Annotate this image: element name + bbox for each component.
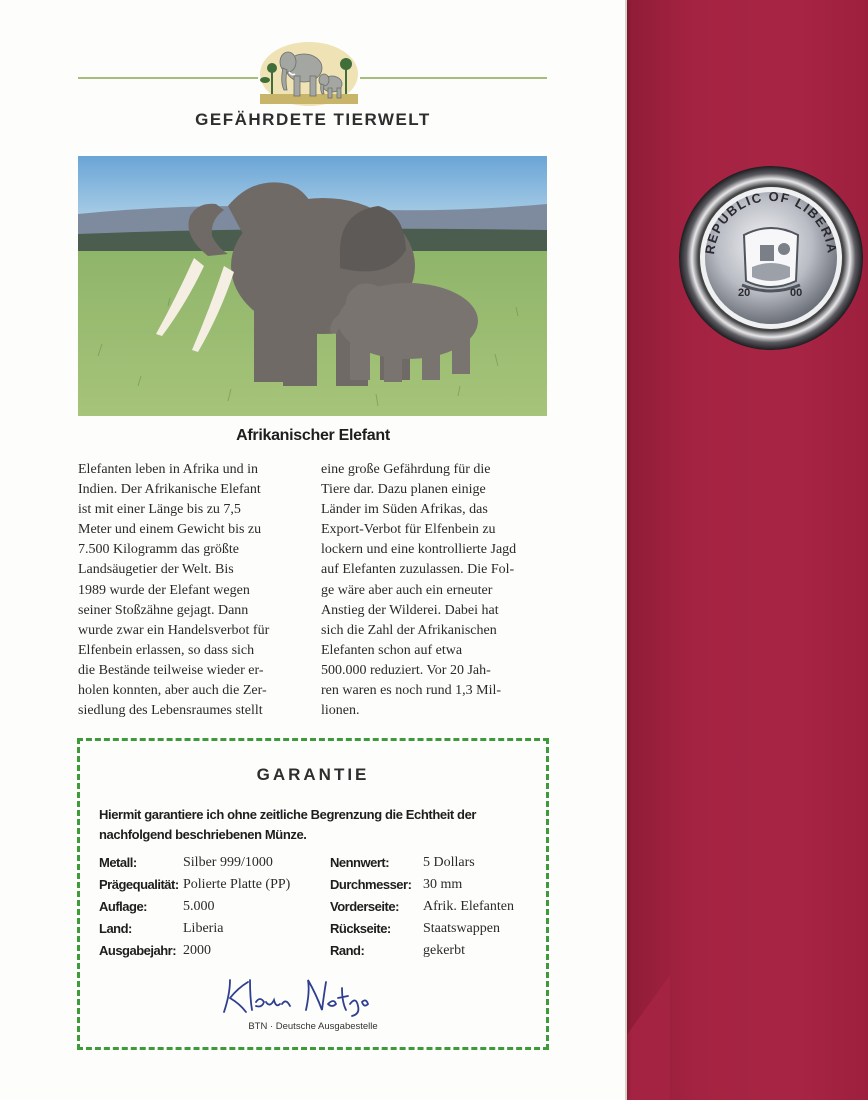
liberia-coat-of-arms-icon	[742, 228, 800, 291]
text-line: Anstieg der Wilderei. Dabei hat	[321, 602, 499, 618]
signature	[216, 974, 376, 1018]
spec-value: Liberia	[183, 921, 224, 936]
spec-value: Polierte Platte (PP)	[183, 877, 291, 892]
spec-label: Auflage:	[99, 899, 147, 914]
spec-row	[99, 943, 539, 963]
text-line: Länder im Süden Afrikas, das	[321, 502, 488, 518]
text-line: siedlung des Lebensraumes stellt	[78, 703, 263, 719]
text-line: wurde zwar ein Handelsverbot für	[78, 622, 270, 638]
text-line: holen konnten, aber auch die Zer-	[78, 683, 267, 699]
text-line: Indien. Der Afrikanische Elefant	[78, 482, 261, 498]
article-column-right	[321, 460, 549, 721]
spec-label: Vorderseite:	[330, 899, 399, 914]
text-line: Elefanten leben in Afrika und in	[78, 462, 258, 477]
text-line: Landsäugetier der Welt. Bis	[78, 562, 234, 578]
text-line: lockern und eine kontrollierte Jagd	[321, 542, 517, 558]
text-line: 500.000 reduziert. Vor 20 Jah-	[321, 662, 491, 678]
elephant-photo	[78, 156, 547, 416]
guarantee-box	[77, 738, 549, 1050]
text-line: Elefanten schon auf etwa	[321, 642, 463, 658]
spec-label: Prägequalität:	[99, 877, 179, 892]
spec-row	[99, 921, 539, 941]
issuer-caption: BTN · Deutsche Ausgabestelle	[248, 1021, 378, 1032]
elephant-family-icon	[258, 34, 360, 106]
spec-value: Staatswappen	[423, 921, 500, 936]
text-line: seiner Stoßzähne gejagt. Dann	[78, 602, 249, 618]
spec-value: gekerbt	[423, 943, 465, 958]
text-line: Elfenbein erlassen, so dass sich	[78, 642, 255, 658]
coin-legend: REPUBLIC OF LIBERIA	[701, 188, 841, 256]
spec-row	[99, 877, 539, 897]
spec-label: Metall:	[99, 855, 137, 870]
spec-label: Durchmesser:	[330, 877, 412, 892]
header-rule-right	[360, 77, 547, 79]
coin-capsule	[676, 163, 866, 353]
spec-row	[99, 855, 539, 875]
spec-label: Rückseite:	[330, 921, 391, 936]
spec-value: 5 Dollars	[423, 855, 475, 870]
text-line: ist mit einer Länge bis zu 7,5	[78, 502, 241, 518]
text-line: 1989 wurde der Elefant wegen	[78, 582, 250, 598]
coin-year-left: 20	[738, 287, 751, 299]
coin-year-right: 00	[790, 287, 803, 299]
text-line: lionen.	[321, 703, 360, 719]
spec-label: Ausgabejahr:	[99, 943, 177, 958]
spec-value: Silber 999/1000	[183, 855, 273, 870]
article-column-left	[78, 460, 306, 721]
text-line: Meter und einem Gewicht bis zu	[78, 522, 262, 538]
spec-value: 2000	[183, 943, 211, 958]
text-line: sich die Zahl der Afrikanischen	[321, 622, 497, 638]
spec-value: 5.000	[183, 899, 215, 914]
text-line: die Bestände teilweise wieder er-	[78, 662, 264, 678]
spec-label: Land:	[99, 921, 132, 936]
article-title: Afrikanischer Elefant	[236, 427, 390, 444]
text-line: ren waren es noch rund 1,3 Mil-	[321, 683, 502, 699]
header-rule-left	[78, 77, 258, 79]
page-heading: GEFÄHRDETE TIERWELT	[195, 110, 431, 129]
spec-row	[99, 899, 539, 919]
spec-label: Rand:	[330, 943, 365, 958]
text-line: Tiere dar. Dazu planen einige	[321, 482, 486, 498]
spec-value: 30 mm	[423, 877, 463, 892]
spec-value: Afrik. Elefanten	[423, 899, 514, 914]
text-line: auf Elefanten zuzulassen. Die Fol-	[321, 562, 515, 578]
text-line: ge wäre aber auch ein erneuter	[321, 582, 493, 598]
text-line: 7.500 Kilogramm das größte	[78, 542, 239, 558]
guarantee-title: GARANTIE	[256, 765, 370, 784]
text-line: eine große Gefährdung für die	[321, 462, 491, 477]
guarantee-statement: Hiermit garantiere ich ohne zeitliche Begrenzung die Echtheit der nachfolgend beschriebenen Münze.	[99, 807, 477, 842]
text-line: Export-Verbot für Elfenbein zu	[321, 522, 496, 538]
spec-label: Nennwert:	[330, 855, 390, 870]
